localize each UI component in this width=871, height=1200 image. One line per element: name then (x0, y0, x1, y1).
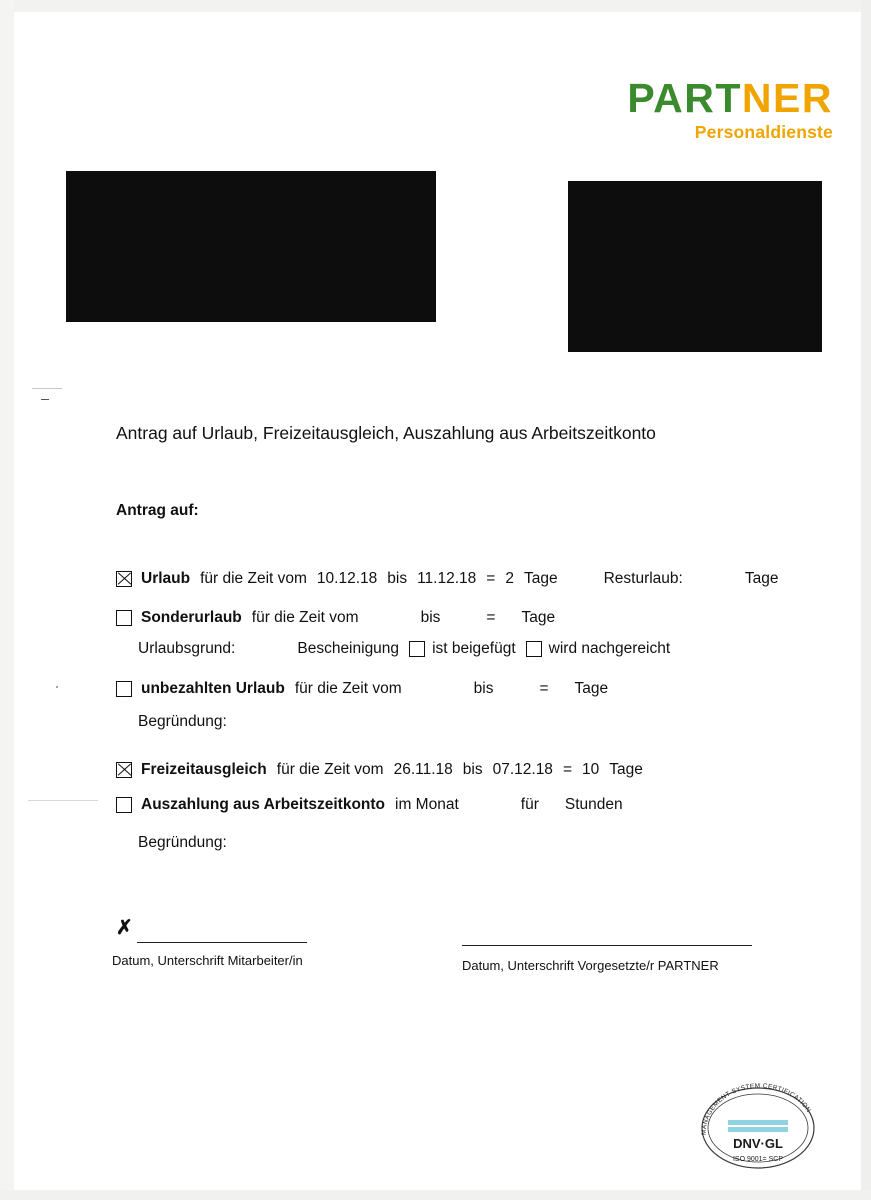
scan-artifact-smudge (28, 800, 98, 801)
signature-caption-supervisor: Datum, Unterschrift Vorgesetzte/r PARTNER (462, 958, 719, 973)
value-urlaub-to[interactable]: 11.12.18 (417, 570, 477, 587)
checkbox-auszahlung[interactable] (116, 797, 132, 813)
checkbox-bescheinigung-beigefuegt[interactable] (409, 641, 425, 657)
row-begruendung-1[interactable] (138, 713, 253, 731)
checkbox-freizeitausgleich[interactable] (116, 762, 132, 778)
redaction-block-address (66, 171, 436, 322)
text-unbezahlt-period: für die Zeit vom (294, 680, 402, 697)
logo-tagline: Personaldienste (694, 122, 833, 142)
text-freizeitausgleich-equals: = (562, 761, 572, 778)
text-auszahlung-monat: im Monat (395, 796, 459, 813)
text-auszahlung-fuer: für (520, 796, 539, 813)
logo-wordmark (583, 75, 833, 121)
dnv-gl-seal-icon (692, 1066, 824, 1176)
text-unbezahlt-equals: = (539, 680, 549, 697)
scan-edge-left (0, 0, 14, 1200)
text-urlaub-bis: bis (387, 570, 408, 587)
row-freizeitausgleich[interactable] (116, 761, 643, 779)
text-freizeitausgleich-days-unit: Tage (609, 761, 643, 778)
scan-edge-top (0, 0, 871, 12)
value-freizeitausgleich-to[interactable]: 07.12.18 (492, 761, 553, 778)
row-sonderurlaub[interactable] (116, 609, 555, 627)
redaction-block-details (568, 181, 822, 352)
scan-artifact-tick (41, 399, 49, 400)
label-bescheinigung: Bescheinigung (297, 640, 400, 657)
row-begruendung-2[interactable] (138, 834, 253, 852)
scan-edge-bottom (0, 1190, 871, 1200)
label-resturlaub: Resturlaub: (603, 570, 683, 587)
company-logo (583, 75, 833, 143)
text-auszahlung-stunden-unit: Stunden (564, 796, 623, 813)
row-auszahlung[interactable] (116, 796, 623, 814)
signature-line-supervisor[interactable] (462, 945, 752, 946)
label-urlaub: Urlaub (141, 570, 191, 587)
scan-artifact-line (32, 388, 62, 389)
signature-mark-employee: ✗ (116, 917, 133, 939)
text-sonderurlaub-days-unit: Tage (521, 609, 556, 626)
signature-caption-employee: Datum, Unterschrift Mitarbeiter/in (112, 953, 303, 968)
signature-line-employee[interactable] (137, 942, 307, 943)
label-auszahlung: Auszahlung aus Arbeitszeitkonto (141, 796, 386, 813)
label-unbezahlter-urlaub: unbezahlten Urlaub (141, 680, 285, 697)
checkbox-unbezahlter-urlaub[interactable] (116, 681, 132, 697)
logo-wordmark-green: PART (627, 75, 742, 121)
value-freizeitausgleich-days[interactable]: 10 (582, 761, 600, 778)
text-unbezahlt-bis: bis (473, 680, 494, 697)
row-urlaub[interactable] (116, 570, 778, 588)
text-sonderurlaub-bis: bis (420, 609, 441, 626)
text-unbezahlt-days-unit: Tage (574, 680, 609, 697)
logo-wordmark-orange: NER (741, 75, 833, 121)
text-urlaub-equals: = (486, 570, 496, 587)
label-sonderurlaub: Sonderurlaub (141, 609, 242, 626)
row-urlaubsgrund[interactable] (138, 640, 670, 658)
page-title: Antrag auf Urlaub, Freizeitausgleich, Auszahlung aus Arbeitszeitkonto (116, 423, 656, 443)
scan-edge-right (861, 0, 871, 1200)
certification-seal (692, 1066, 824, 1176)
text-freizeitausgleich-period: für die Zeit vom (276, 761, 384, 778)
svg-text:DNV·GL: DNV·GL (733, 1136, 783, 1151)
value-urlaub-from[interactable]: 10.12.18 (316, 570, 378, 587)
value-freizeitausgleich-from[interactable]: 26.11.18 (393, 761, 453, 778)
text-freizeitausgleich-bis: bis (462, 761, 483, 778)
label-freizeitausgleich: Freizeitausgleich (141, 761, 267, 778)
text-urlaub-period: für die Zeit vom (200, 570, 307, 587)
checkbox-sonderurlaub[interactable] (116, 610, 132, 626)
svg-text:MANAGEMENT SYSTEM CERTIFICATIO: MANAGEMENT SYSTEM CERTIFICATION (700, 1082, 813, 1136)
text-sonderurlaub-equals: = (486, 609, 496, 626)
label-urlaubsgrund: Urlaubsgrund: (138, 640, 236, 657)
row-unbezahlter-urlaub[interactable] (116, 680, 608, 698)
text-resturlaub-unit: Tage (744, 570, 779, 587)
label-bescheinigung-beigefuegt: ist beigefügt (432, 640, 516, 657)
value-urlaub-days[interactable]: 2 (505, 570, 514, 587)
svg-text:ISO 9001= SCP: ISO 9001= SCP (732, 1156, 784, 1163)
text-urlaub-days-unit: Tage (523, 570, 558, 587)
scan-artifact-dot (56, 686, 58, 688)
section-heading: Antrag auf: (116, 502, 199, 519)
checkbox-bescheinigung-nachgereicht[interactable] (526, 641, 542, 657)
checkbox-urlaub[interactable] (116, 571, 132, 587)
text-sonderurlaub-period: für die Zeit vom (251, 609, 359, 626)
label-bescheinigung-nachgereicht: wird nachgereicht (548, 640, 671, 657)
label-begruendung-2: Begründung: (138, 834, 227, 851)
label-begruendung-1: Begründung: (138, 713, 227, 730)
